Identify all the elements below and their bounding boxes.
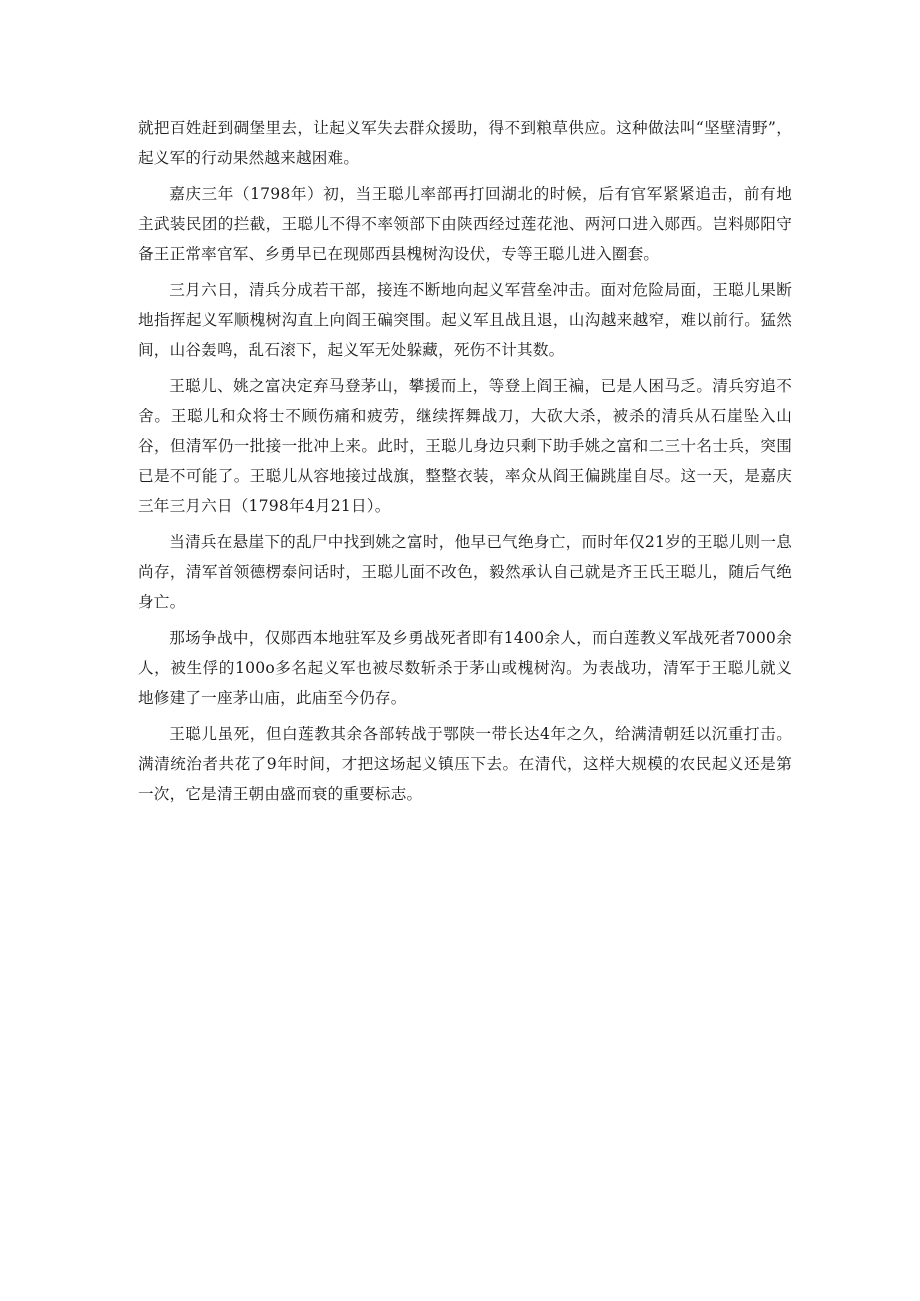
paragraph-2: 嘉庆三年（1798年）初，当王聪儿率部再打回湖北的时候，后有官军紧紧追击，前有地主武装民团的拦截，王聪儿不得不率领部下由陕西经过莲花池、两河口进入郧西。岂料郧阳守备王正常率官军、乡勇早已在现郧西县槐树沟设伏，专等王聪儿进入圈套。 (138, 185, 792, 263)
paragraph-5: 当清兵在悬崖下的乱尸中找到姚之富时，他早已气绝身亡，而时年仅21岁的王聪儿则一息尚存，清军首领德楞泰问话时，王聪儿面不改色，毅然承认自己就是齐王氏王聪儿，随后气绝身亡。 (138, 533, 792, 611)
paragraph-7: 王聪儿虽死，但白莲教其余各部转战于鄂陕一带长达4年之久，给满清朝廷以沉重打击。满清统治者共花了9年时间，才把这场起义镇压下去。在清代，这样大规模的农民起义还是第一次，它是清王朝由盛而衰的重要标志。 (138, 725, 792, 803)
paragraph-6: 那场争战中，仅郧西本地驻军及乡勇战死者即有1400余人，而白莲教义军战死者7000余人，被生俘的100o多名起义军也被尽数斩杀于茅山或槐树沟。为表战功，清军于王聪儿就义地修建了一座茅山庙，此庙至今仍存。 (138, 629, 792, 707)
paragraph-4: 王聪儿、姚之富决定弃马登茅山，攀援而上，等登上阎王褊，已是人困马乏。清兵穷追不舍。王聪儿和众将士不顾伤痛和疲劳，继续挥舞战刀，大砍大杀，被杀的清兵从石崖坠入山谷，但清军仍一批接一批冲上来。此时，王聪儿身边只剩下助手姚之富和二三十名士兵，突围已是不可能了。王聪儿从容地接过战旗，整整衣装，率众从阎王偏跳崖自尽。这一天，是嘉庆三年三月六日（1798年4月21日）。 (138, 377, 792, 515)
paragraph-1: 就把百姓赶到碉堡里去，让起义军失去群众援助，得不到粮草供应。这种做法叫“坚壁清野”，起义军的行动果然越来越困难。 (138, 119, 792, 167)
document-page (138, 113, 792, 815)
paragraph-3: 三月六日，清兵分成若干部，接连不断地向起义军营垒冲击。面对危险局面，王聪儿果断地指挥起义军顺槐树沟直上向阎王碥突围。起义军且战且退，山沟越来越窄，难以前行。猛然间，山谷轰鸣，乱石滚下，起义军无处躲藏，死伤不计其数。 (138, 281, 792, 359)
